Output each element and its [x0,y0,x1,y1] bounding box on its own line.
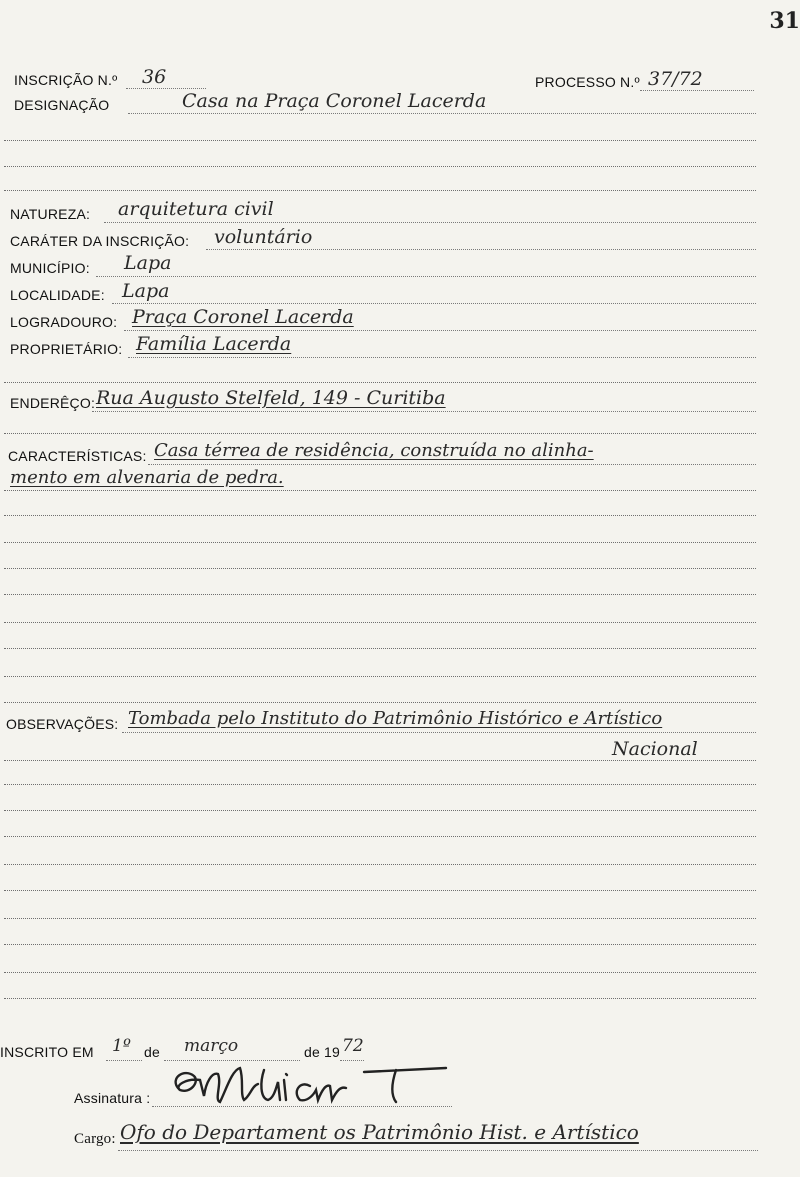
natureza-value: arquitetura civil [118,198,274,220]
signature-image [160,1060,480,1110]
municipio-value: Lapa [124,252,172,274]
designacao-dotline [128,113,756,114]
blank-line [4,622,756,623]
proprietario-value: Família Lacerda [136,333,292,355]
blank-line [4,864,756,865]
observacoes-line-1: Tombada pelo Instituto do Patrimônio Histórico e Artístico [128,708,663,729]
inscrito-year: 72 [342,1036,364,1056]
cargo-dotline [118,1150,758,1151]
inscrito-day-dotline [106,1060,142,1061]
observations-line-2-rule [4,760,756,761]
blank-line [4,676,756,677]
blank-line [4,784,756,785]
processo-dotline [640,90,754,91]
endereco-value: Rua Augusto Stelfeld, 149 - Curitiba [96,387,446,409]
observacoes-line-2: Nacional [612,738,698,760]
blank-line [4,648,756,649]
de-19-label: de 19 [304,1044,341,1060]
blank-line [4,190,756,191]
characteristics-line-2-rule [4,490,756,491]
logradouro-label: LOGRADOURO: [10,314,118,330]
caracteristicas-line-2: mento em alvenaria de pedra. [10,467,284,488]
logradouro-dotline [124,330,756,331]
cargo-label: Cargo: [74,1131,116,1147]
blank-line [4,944,756,945]
carater-dotline [206,249,756,250]
page-number: 31 [769,8,800,34]
blank-line [4,594,756,595]
blank-line [4,918,756,919]
blank-line [4,998,756,999]
carater-label: CARÁTER DA INSCRIÇÃO: [10,233,190,249]
blank-line [4,382,756,383]
blank-line [4,702,756,703]
observacoes-dotline [122,732,756,733]
processo-value: 37/72 [648,68,703,90]
proprietario-label: PROPRIETÁRIO: [10,341,123,357]
blank-line [4,568,756,569]
natureza-dotline [104,222,756,223]
caracteristicas-line-1: Casa térrea de residência, construída no alinha- [154,440,594,461]
inscricao-value: 36 [142,66,167,88]
blank-line [4,542,756,543]
inscricao-dotline [126,88,206,89]
natureza-label: NATUREZA: [10,206,91,222]
blank-line [4,166,756,167]
inscricao-label: INSCRIÇÃO N.º [14,72,118,88]
blank-line [4,140,756,141]
processo-label: PROCESSO N.º [535,74,640,90]
assinatura-label: Assinatura : [74,1090,151,1106]
observacoes-label: OBSERVAÇÕES: [6,716,119,732]
localidade-value: Lapa [122,280,170,302]
blank-line [4,433,756,434]
inscrito-label: INSCRITO EM [0,1044,94,1060]
cargo-value: Ofo do Departament os Patrimônio Hist. e Artístico [120,1120,639,1144]
proprietario-dotline [128,357,756,358]
caracteristicas-label: CARACTERÍSTICAS: [8,448,147,464]
caracteristicas-dotline [148,464,756,465]
blank-line [4,836,756,837]
designacao-value: Casa na Praça Coronel Lacerda [182,90,487,112]
localidade-label: LOCALIDADE: [10,287,105,303]
blank-line [4,972,756,973]
inscrito-month: março [184,1036,239,1056]
endereco-dotline [92,411,756,412]
endereco-label: ENDERÊÇO: [10,395,96,411]
blank-line [4,810,756,811]
carater-value: voluntário [214,226,313,248]
localidade-dotline [112,303,756,304]
blank-line [4,515,756,516]
logradouro-value: Praça Coronel Lacerda [132,306,354,328]
inscrito-day: 1º [112,1036,131,1056]
municipio-dotline [96,276,756,277]
blank-line [4,890,756,891]
designacao-label: DESIGNAÇÃO [14,97,110,113]
municipio-label: MUNICÍPIO: [10,260,90,276]
de-label-1: de [144,1044,160,1060]
